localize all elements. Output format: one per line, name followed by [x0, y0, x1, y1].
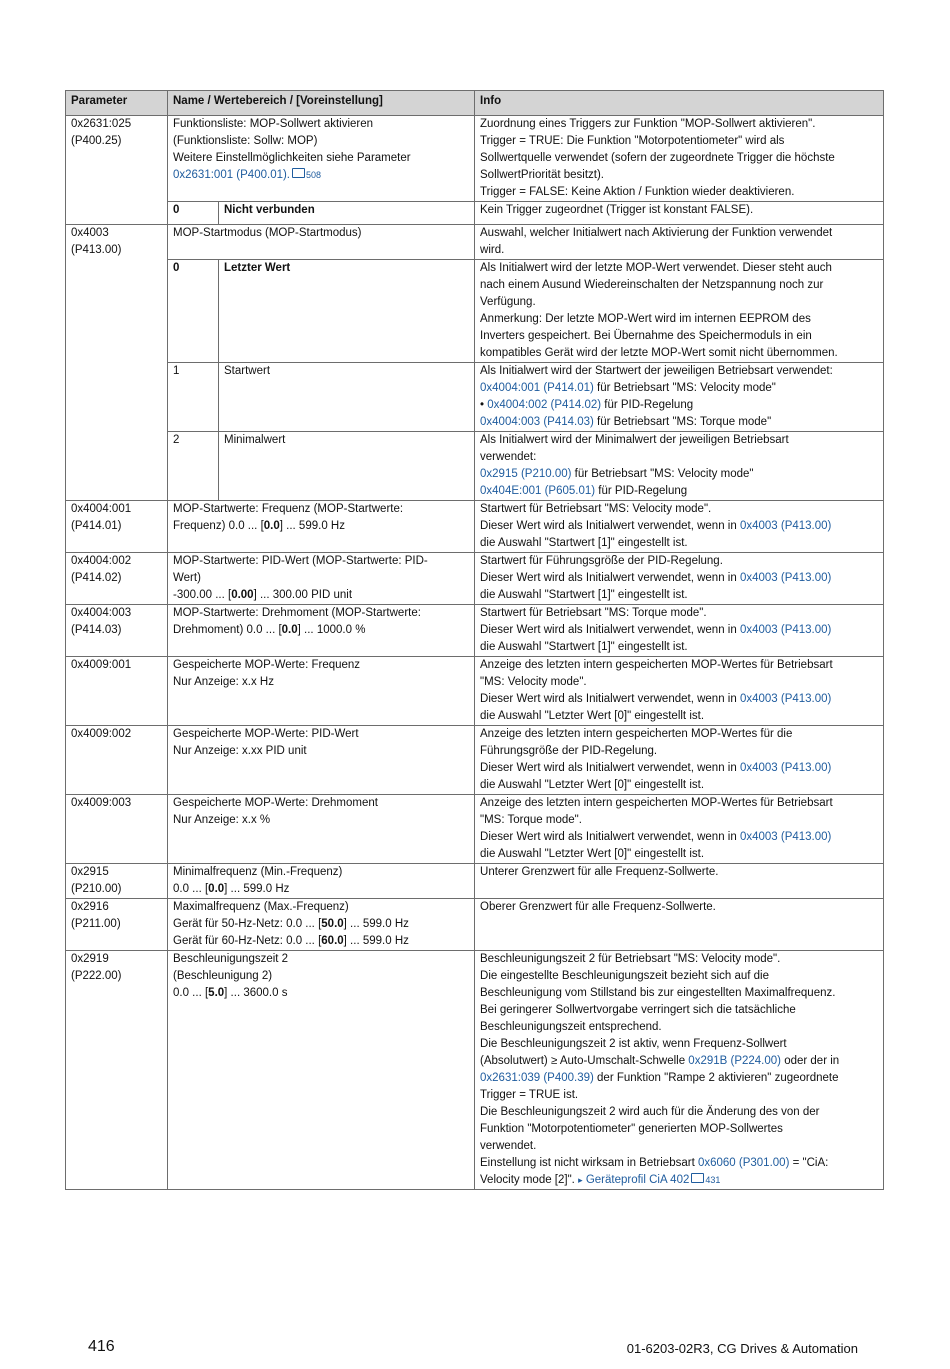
parameter-link[interactable]: 0x4003 (P413.00)	[739, 572, 832, 584]
header-parameter: Parameter	[66, 91, 168, 116]
parameter-link[interactable]: 0x4003 (P413.00)	[739, 520, 832, 532]
header-info: Info	[475, 91, 884, 116]
info-cell: Startwert für Betriebsart "MS: Velocity mode". Dieser Wert wird als Initialwert verwendet, wenn in 0x4003 (P413.00) die Auswahl "Startwert [1]" eingestellt ist.	[475, 501, 884, 553]
info-cell: Auswahl, welcher Initialwert nach Aktivierung der Funktion verwendet wird.	[475, 225, 884, 260]
book-icon	[691, 1173, 704, 1183]
info-cell: Oberer Grenzwert für alle Frequenz-Sollwerte.	[475, 899, 884, 951]
parameter-link[interactable]: 0x2915 (P210.00)	[480, 468, 572, 480]
page-ref-link[interactable]: 508	[306, 170, 322, 180]
table-row	[66, 864, 884, 899]
table-row	[66, 726, 884, 795]
info-cell: Anzeige des letzten intern gespeicherten MOP-Wertes für Betriebsart "MS: Velocity mode". Dieser Wert wird als Initialwert verwendet, wenn in 0x4003 (P413.00) die Auswahl "Letzter Wert [0]" eingestellt ist.	[475, 657, 884, 726]
table-row	[66, 605, 884, 657]
param-cell: 0x4004:001 (P414.01)	[66, 501, 168, 553]
option-row	[66, 363, 884, 432]
option-label: Startwert	[219, 363, 475, 432]
table-row	[66, 553, 884, 605]
option-row	[66, 260, 884, 363]
table-row	[66, 899, 884, 951]
name-cell: Funktionsliste: MOP-Sollwert aktivieren (Funktionsliste: Sollw: MOP) Weitere Einstellmöglichkeiten siehe Parameter 0x2631:001 (P400.01). 508	[168, 116, 475, 202]
option-label: Letzter Wert	[219, 260, 475, 363]
name-cell: MOP-Startwerte: PID-Wert (MOP-Startwerte: PID- Wert) -300.00 ... [0.00] ... 300.00 PID unit	[168, 553, 475, 605]
parameter-link[interactable]: 0x404E:001 (P605.01)	[480, 485, 596, 497]
table-row	[66, 951, 884, 1190]
param-cell: 0x4009:002	[66, 726, 168, 795]
parameter-link[interactable]: 0x2631:039 (P400.39)	[480, 1072, 594, 1084]
name-cell: Minimalfrequenz (Min.-Frequenz) 0.0 ... [0.0] ... 599.0 Hz	[168, 864, 475, 899]
name-cell: Gespeicherte MOP-Werte: Drehmoment Nur Anzeige: x.x %	[168, 795, 475, 864]
page-ref-link[interactable]: 431	[705, 1175, 721, 1185]
option-value: 1	[168, 363, 219, 432]
option-row	[66, 432, 884, 501]
info-cell: Startwert für Betriebsart "MS: Torque mode". Dieser Wert wird als Initialwert verwendet, wenn in 0x4003 (P413.00) die Auswahl "Startwert [1]" eingestellt ist.	[475, 605, 884, 657]
option-info: Als Initialwert wird der letzte MOP-Wert verwendet. Dieser steht auch nach einem Ausund Wiedereinschalten der Netzspannung noch zur Verfügung. Anmerkung: Der letzte MOP-Wert wird im internen EEPROM des Inverters gespeichert. Bei Übernahme des Speichermoduls in ein kompatibles Gerät wird der letzte MOP-Wert somit nicht übernommen.	[475, 260, 884, 363]
table-row	[66, 501, 884, 553]
option-row	[66, 202, 884, 225]
page-number: 416	[88, 1338, 115, 1355]
name-cell: MOP-Startwerte: Frequenz (MOP-Startwerte: Frequenz) 0.0 ... [0.0] ... 599.0 Hz	[168, 501, 475, 553]
param-cell: 0x4009:003	[66, 795, 168, 864]
name-cell: MOP-Startmodus (MOP-Startmodus)	[168, 225, 475, 260]
name-cell: Gespeicherte MOP-Werte: PID-Wert Nur Anzeige: x.xx PID unit	[168, 726, 475, 795]
option-value: 0	[168, 202, 219, 225]
info-cell: Anzeige des letzten intern gespeicherten MOP-Wertes für die Führungsgröße der PID-Regelung. Dieser Wert wird als Initialwert verwendet, wenn in 0x4003 (P413.00) die Auswahl "Letzter Wert [0]" eingestellt ist.	[475, 726, 884, 795]
name-cell: Beschleunigungszeit 2 (Beschleunigung 2) 0.0 ... [5.0] ... 3600.0 s	[168, 951, 475, 1190]
option-info: Als Initialwert wird der Startwert der jeweiligen Betriebsart verwendet: 0x4004:001 (P414.01) für Betriebsart "MS: Velocity mode" • 0x4004:002 (P414.02) für PID-Regelung 0x4004:003 (P414.03) für Betriebsart "MS: Torque mode"	[475, 363, 884, 432]
chapter-link[interactable]: Geräteprofil CiA 402	[585, 1174, 690, 1186]
table-header-row	[66, 91, 884, 116]
info-cell: Startwert für Führungsgröße der PID-Regelung. Dieser Wert wird als Initialwert verwendet, wenn in 0x4003 (P413.00) die Auswahl "Startwert [1]" eingestellt ist.	[475, 553, 884, 605]
param-cell: 0x4004:003 (P414.03)	[66, 605, 168, 657]
option-info: Kein Trigger zugeordnet (Trigger ist konstant FALSE).	[475, 202, 884, 225]
bullet: •	[480, 399, 485, 411]
parameter-link[interactable]: 0x4004:003 (P414.03)	[480, 416, 594, 428]
name-cell: Gespeicherte MOP-Werte: Frequenz Nur Anzeige: x.x Hz	[168, 657, 475, 726]
parameter-link[interactable]: 0x6060 (P301.00)	[697, 1157, 790, 1169]
option-info: Als Initialwert wird der Minimalwert der jeweiligen Betriebsart verwendet: 0x2915 (P210.00) für Betriebsart "MS: Velocity mode" 0x404E:001 (P605.01) für PID-Regelung	[475, 432, 884, 501]
param-cell: 0x4009:001	[66, 657, 168, 726]
param-cell: 0x2919 (P222.00)	[66, 951, 168, 1190]
option-label: Nicht verbunden	[219, 202, 475, 225]
parameter-link[interactable]: 0x291B (P224.00)	[688, 1055, 781, 1067]
book-icon	[292, 168, 305, 178]
parameter-link[interactable]: 0x4004:001 (P414.01)	[480, 382, 594, 394]
document-id: 01-6203-02R3, CG Drives & Automation	[626, 1341, 858, 1356]
table-row	[66, 795, 884, 864]
param-cell: 0x2916 (P211.00)	[66, 899, 168, 951]
parameter-table	[65, 90, 884, 1190]
table-row	[66, 225, 884, 260]
info-cell: Beschleunigungszeit 2 für Betriebsart "MS: Velocity mode". Die eingestellte Beschleunigungszeit bezieht sich auf die Beschleunigung vom Stillstand bis zur eingestellten Maximalfrequenz. Bei geringerer Sollwertvorgabe verringert sich die tatsächliche Beschleunigungszeit entsprechend. Die Beschleunigungszeit 2 ist aktiv, wenn Frequenz-Sollwert (Absolutwert) ≥ Auto-Umschalt-Schwelle 0x291B (P224.00) oder der in 0x2631:039 (P400.39) der Funktion "Rampe 2 aktivieren" zugeordnete Trigger = TRUE ist. Die Beschleunigungszeit 2 wird auch für die Änderung des von der Funktion "Motorpotentiometer" generierten MOP-Sollwertes verwendet. Einstellung ist nicht wirksam in Betriebsart 0x6060 (P301.00) = "CiA: Velocity mode [2]". ▸ Geräteprofil CiA 402 431	[475, 951, 884, 1190]
parameter-link[interactable]: 0x4003 (P413.00)	[739, 762, 832, 774]
name-cell: MOP-Startwerte: Drehmoment (MOP-Startwerte: Drehmoment) 0.0 ... [0.0] ... 1000.0 %	[168, 605, 475, 657]
option-value: 2	[168, 432, 219, 501]
parameter-link[interactable]: 0x4003 (P413.00)	[739, 831, 832, 843]
option-value: 0	[168, 260, 219, 363]
table-row	[66, 657, 884, 726]
parameter-link[interactable]: 0x4004:002 (P414.02)	[487, 399, 602, 411]
parameter-link[interactable]: 0x2631:001 (P400.01).	[173, 169, 291, 181]
param-cell: 0x2631:025 (P400.25)	[66, 116, 168, 225]
name-cell: Maximalfrequenz (Max.-Frequenz) Gerät für 50-Hz-Netz: 0.0 ... [50.0] ... 599.0 Hz Gerät für 60-Hz-Netz: 0.0 ... [60.0] ... 599.0 Hz	[168, 899, 475, 951]
info-cell: Anzeige des letzten intern gespeicherten MOP-Wertes für Betriebsart "MS: Torque mode". Dieser Wert wird als Initialwert verwendet, wenn in 0x4003 (P413.00) die Auswahl "Letzter Wert [0]" eingestellt ist.	[475, 795, 884, 864]
header-name: Name / Wertebereich / [Voreinstellung]	[168, 91, 475, 116]
parameter-link[interactable]: 0x4003 (P413.00)	[739, 693, 832, 705]
param-cell: 0x2915 (P210.00)	[66, 864, 168, 899]
param-cell: 0x4004:002 (P414.02)	[66, 553, 168, 605]
info-cell: Unterer Grenzwert für alle Frequenz-Sollwerte.	[475, 864, 884, 899]
option-label: Minimalwert	[219, 432, 475, 501]
parameter-link[interactable]: 0x4003 (P413.00)	[739, 624, 832, 636]
arrow-right-icon: ▸	[578, 1175, 583, 1185]
info-cell: Zuordnung eines Triggers zur Funktion "MOP-Sollwert aktivieren". Trigger = TRUE: Die Funktion "Motorpotentiometer" wird als Sollwertquelle verwendet (sofern der zugeordnete Trigger die höchste SollwertPriorität besitzt). Trigger = FALSE: Keine Aktion / Funktion wieder deaktivieren.	[475, 116, 884, 202]
table-row	[66, 116, 884, 202]
param-cell: 0x4003 (P413.00)	[66, 225, 168, 501]
